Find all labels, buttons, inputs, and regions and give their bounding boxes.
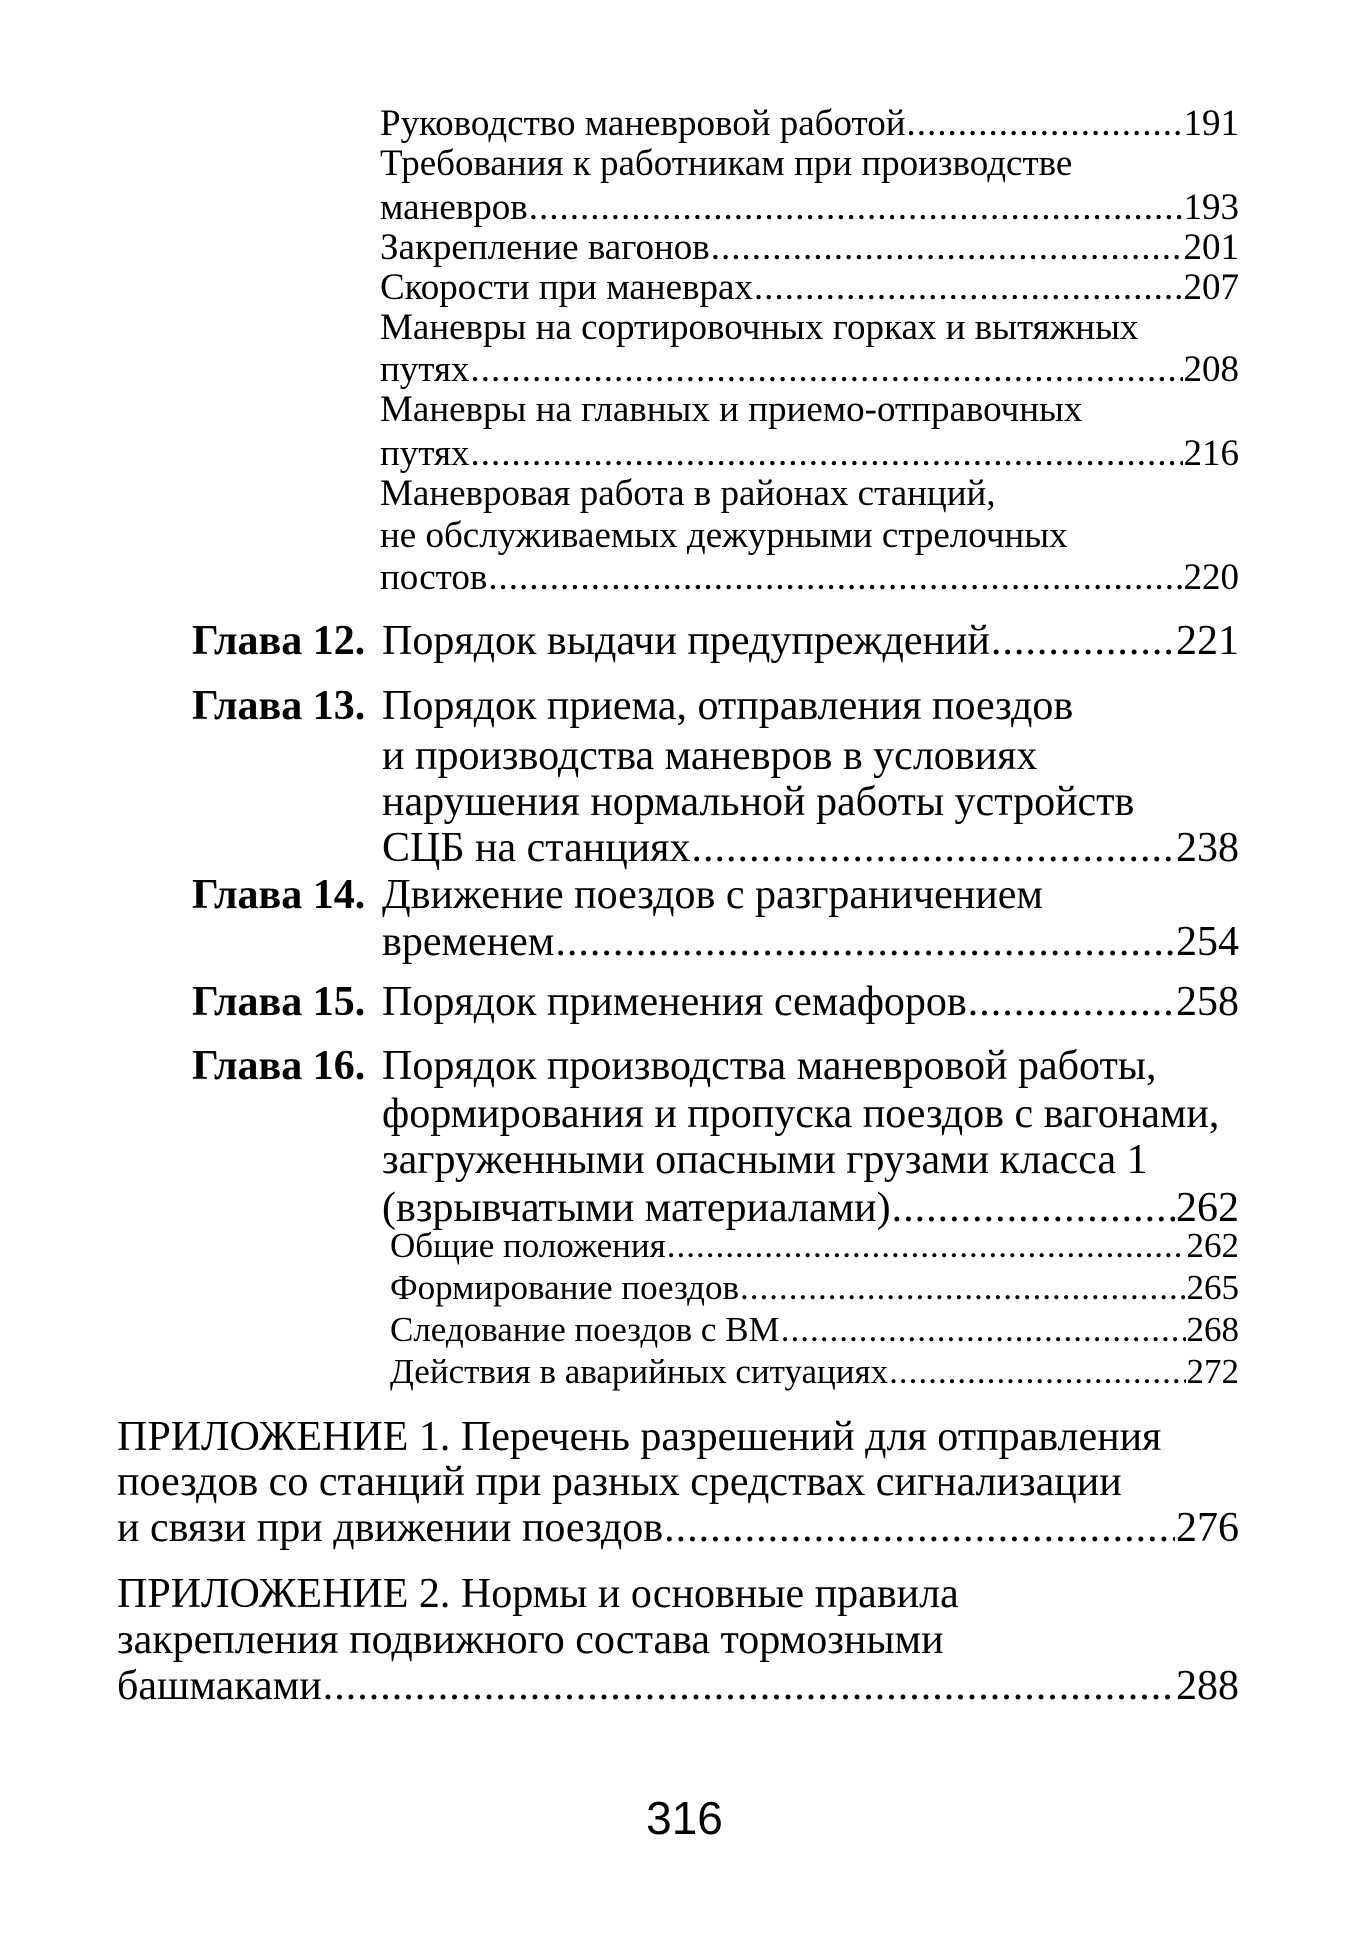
page-ref: 193 [1183,187,1239,228]
toc-section-text: постов [380,557,488,598]
toc-section-leader-line [380,226,1239,269]
toc-appendix-text: башмаками [117,1663,322,1709]
chapter-label: Глава 13. [192,683,366,729]
chapter-label: Глава 15. [192,979,366,1025]
dot-leader [889,1352,1185,1392]
toc-section-text: Закрепление вагонов [380,227,710,268]
page-ref: 191 [1183,103,1239,144]
page-ref: 276 [1176,1505,1239,1551]
toc-chapter-leader-line [382,978,1239,1026]
page-ref: 258 [1176,979,1239,1025]
page-ref: 238 [1176,825,1239,871]
dot-leader [991,617,1175,665]
page-ref: 208 [1183,349,1239,390]
toc-appendix-leader-line [117,1662,1239,1710]
dot-leader [529,186,1183,229]
toc-section-text: не обслуживаемых дежурными стрелочных [380,515,1068,556]
toc-chapter-text: временем [382,919,555,965]
dot-leader [667,1226,1186,1266]
page-number: 316 [646,1792,723,1844]
dot-leader [471,432,1183,475]
toc-section-text: Маневровая работа в районах станций, [380,473,996,514]
toc-subsection-leader-line [390,1268,1239,1308]
chapter-label: Глава 12. [192,618,366,664]
toc-chapter-text: Движение поездов с разграничением [382,872,1043,918]
toc-chapter-leader-line [382,824,1239,872]
toc-section-leader-line [380,102,1239,145]
toc-section-leader-line [380,556,1239,599]
toc-section-text: путях [380,433,470,474]
chapter-label: Глава 16. [192,1043,366,1089]
toc-chapter-leader-line [382,918,1239,966]
toc-chapter-text: СЦБ на станциях [382,825,691,871]
page-ref: 262 [1186,1226,1239,1265]
page-ref: 254 [1176,919,1239,965]
toc-section-leader-line [380,186,1239,229]
toc-chapter-text: формирования и пропуска поездов с вагонами, [382,1091,1220,1137]
toc-appendix-leader-line [117,1504,1239,1552]
dot-leader [555,918,1175,966]
toc-section-text: Требования к работникам при производстве [380,143,1073,184]
toc-chapter-text: Порядок производства маневровой работы, [382,1043,1157,1089]
toc-subsection-text: Следование поездов с ВМ [390,1310,780,1349]
page-ref: 207 [1183,267,1239,308]
dot-leader [740,1268,1186,1308]
toc-appendix-text: закрепления подвижного состава тормозными [117,1617,944,1663]
toc-section-text: маневров [380,187,528,228]
chapter-label: Глава 14. [192,872,366,918]
page-ref: 288 [1176,1663,1239,1709]
toc-subsection-text: Формирование поездов [390,1268,739,1307]
dot-leader [323,1662,1175,1710]
dot-leader [471,348,1183,391]
page-ref: 216 [1183,433,1239,474]
toc-section-leader-line [380,266,1239,309]
toc-section-text: Скорости при маневрах [380,267,753,308]
toc-appendix-text: ПРИЛОЖЕНИЕ 2. Нормы и основные правила [117,1571,959,1617]
dot-leader [711,226,1183,269]
page-ref: 265 [1186,1268,1239,1307]
toc-section-text: Маневры на сортировочных горках и вытяжных [380,307,1139,348]
toc-chapter-text: Порядок приема, отправления поездов [382,683,1074,729]
toc-chapter-leader-line [382,1184,1239,1232]
dot-leader [488,556,1182,599]
toc-chapter-text: Порядок применения семафоров [382,979,967,1025]
toc-subsection-leader-line [390,1352,1239,1392]
dot-leader [664,1504,1175,1552]
toc-section-text: Маневры на главных и приемо-отправочных [380,389,1083,430]
page-ref: 221 [1176,618,1239,664]
toc-appendix-text: ПРИЛОЖЕНИЕ 1. Перечень разрешений для отправления [117,1414,1162,1460]
page-ref: 201 [1183,227,1239,268]
dot-leader [968,978,1175,1026]
page-ref: 262 [1176,1185,1239,1231]
toc-chapter-leader-line [382,617,1239,665]
page-ref: 220 [1183,557,1239,598]
dot-leader [754,266,1183,309]
toc-appendix-text: и связи при движении поездов [117,1505,664,1551]
dot-leader [691,824,1175,872]
page-ref: 272 [1186,1352,1239,1391]
toc-section-leader-line [380,432,1239,475]
dot-leader [781,1310,1186,1350]
toc-section-leader-line [380,348,1239,391]
toc-appendix-text: поездов со станций при разных средствах сигнализации [117,1459,1122,1505]
toc-chapter-text: Порядок выдачи предупреждений [382,618,990,664]
toc-chapter-text: нарушения нормальной работы устройств [382,779,1135,825]
toc-section-text: путях [380,349,470,390]
toc-section-text: Руководство маневровой работой [380,103,906,144]
toc-subsection-text: Действия в аварийных ситуациях [390,1352,889,1391]
toc-subsection-leader-line [390,1310,1239,1350]
toc-chapter-text: загруженными опасными грузами класса 1 [382,1137,1148,1183]
toc-chapter-text: и производства маневров в условиях [382,733,1038,779]
page-ref: 268 [1186,1310,1239,1349]
dot-leader [907,102,1183,145]
toc-chapter-text: (взрывчатыми материалами) [382,1185,891,1231]
dot-leader [892,1184,1175,1232]
toc-subsection-leader-line [390,1226,1239,1266]
toc-subsection-text: Общие положения [390,1226,666,1265]
